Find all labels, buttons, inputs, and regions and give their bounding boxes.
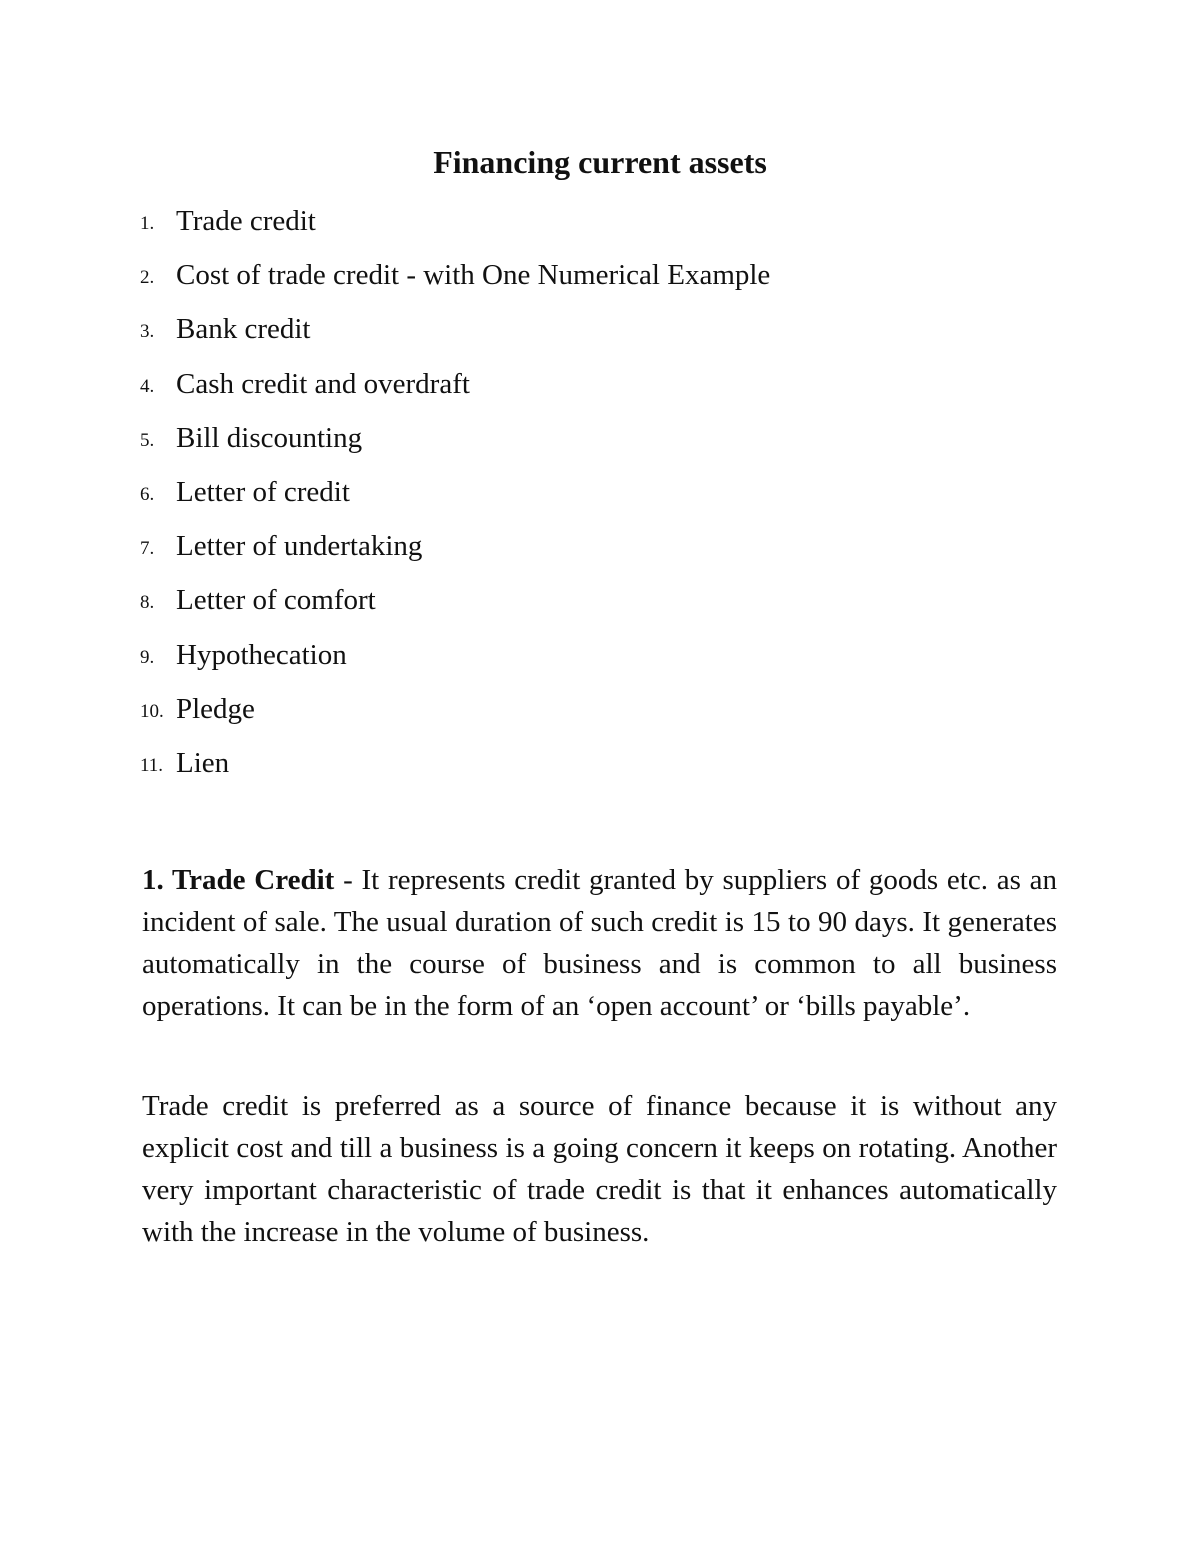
list-item-text: Letter of undertaking: [176, 530, 423, 563]
topic-list: [140, 198, 1040, 794]
list-item: [140, 686, 1040, 740]
list-item-number: 4.: [140, 375, 155, 397]
list-item-text: Cash credit and overdraft: [176, 367, 470, 400]
trade-credit-paragraph: [142, 859, 1057, 1027]
list-item-number: 7.: [140, 538, 155, 560]
list-item: [140, 306, 1040, 360]
list-item-number: 3.: [140, 321, 155, 343]
list-item-text: Bill discounting: [176, 421, 363, 454]
list-item-number: 11.: [140, 754, 164, 776]
list-item-text: Trade credit: [176, 205, 316, 237]
list-item-text: Letter of comfort: [176, 584, 376, 617]
list-item-text: Letter of credit: [176, 475, 350, 508]
list-item: [140, 469, 1040, 523]
list-item: [140, 198, 1040, 252]
list-item: [140, 415, 1040, 469]
list-item-text: Pledge: [176, 692, 255, 725]
list-item: [140, 740, 1040, 794]
trade-credit-preference-paragraph: Trade credit is preferred as a source of finance because it is without any explicit cost and till a business is a going concern it keeps on rotating. Another very important characteristic of trade credit is that it enhances automatically with the increase in the volume of business.: [142, 1090, 1057, 1248]
list-item-text: Bank credit: [176, 313, 311, 346]
list-item: [140, 632, 1040, 686]
list-item-number: 9.: [140, 646, 155, 668]
page-title: Financing current assets: [433, 144, 767, 180]
list-item-number: 10.: [140, 700, 164, 722]
list-item-number: 1.: [140, 213, 155, 234]
list-item: [140, 577, 1040, 631]
list-item: [140, 523, 1040, 577]
list-item-text: Hypothecation: [176, 638, 347, 671]
list-item: [140, 252, 1040, 306]
list-item-number: 6.: [140, 483, 155, 505]
list-item-number: 2.: [140, 267, 155, 289]
list-item-text: Cost of trade credit - with One Numerical Example: [176, 259, 771, 292]
list-item-number: 8.: [140, 592, 155, 614]
list-item: [140, 361, 1040, 415]
list-item-number: 5.: [140, 429, 155, 451]
paragraph-text: - It represents credit granted by suppliers of goods etc. as an incident of sale. The usual duration of such credit is 15 to 90 days. It generates automatically in the course of business and is common to all business operations. It can be in the form of an ‘open account’ or ‘bills payable’.: [142, 864, 1058, 1022]
section-heading: 1. Trade Credit: [142, 864, 335, 896]
list-item-text: Lien: [176, 746, 230, 779]
